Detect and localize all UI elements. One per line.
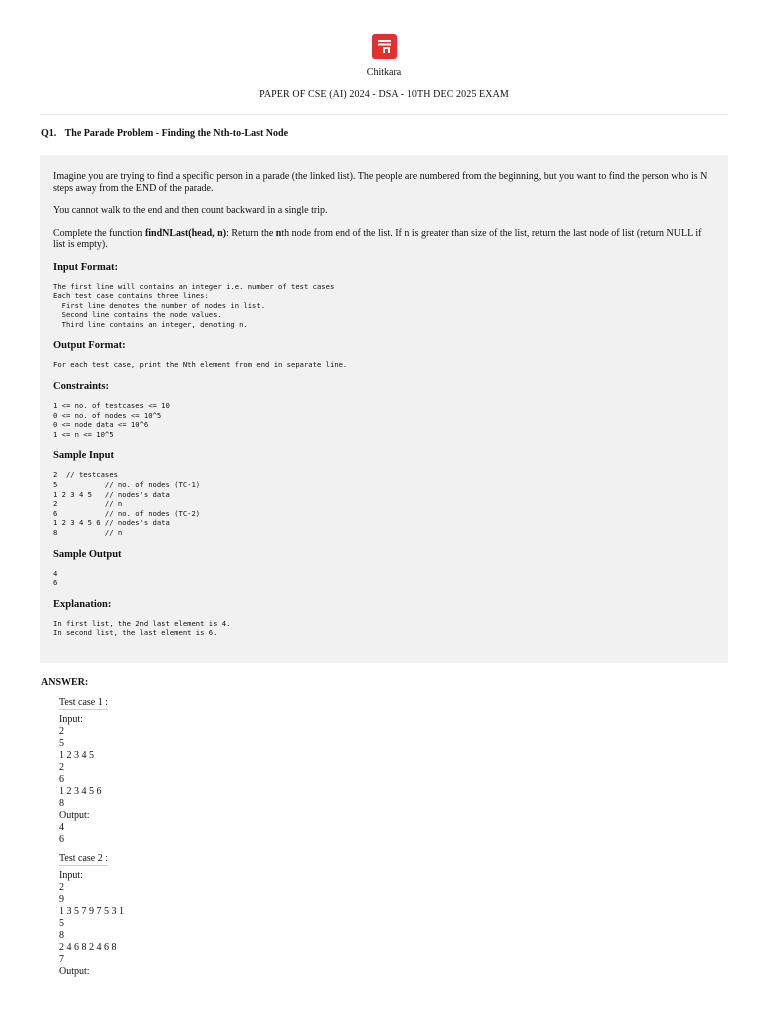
test-case-2 [59,853,124,978]
test-case-line: 2 [59,726,64,737]
question-intro-2: You cannot walk to the end and then count backward in a single trip. [53,205,328,216]
output-format-text: For each test case, print the Nth element from end in separate line. [53,360,348,370]
test-case-line: Output: [59,810,90,821]
test-case-line: 5 [59,738,64,749]
org-name: Chitkara [366,67,402,78]
input-format-text: The first line will contains an integer i.e. number of test cases Each test case contains three lines: First line denotes the number of nodes in list. Second line contains the node values. Third line contains an integer, denoting n. [53,281,335,329]
explanation-heading: Explanation: [53,598,112,610]
test-case-title: Test case 2 : [59,853,109,864]
test-case-line: 2 [59,882,64,893]
question-intro-1: Imagine you are trying to find a specific person in a parade (the linked list). The people are numbered from the beginning, but you want to find the person who is N steps away from the END of the parade. [53,171,708,194]
sample-output-heading: Sample Output [53,548,122,560]
header-divider [40,114,728,115]
test-case-line: 2 [59,762,64,773]
task-prefix: Complete the function [53,227,145,239]
test-case-line: 6 [59,774,64,785]
answer-label: ANSWER: [41,677,89,688]
explanation-text: In first list, the 2nd last element is 4. In second list, the last element is 6. [53,618,231,638]
sample-input-heading: Sample Input [53,450,114,462]
question-title [41,128,288,139]
test-case-title: Test case 1 : [59,697,109,708]
question-task [53,228,714,251]
test-case-line: 2 4 6 8 2 4 6 8 [59,942,117,953]
test-case-line: 8 [59,798,64,809]
sample-output-text: 4 6 [53,568,58,588]
chitkara-logo-icon [372,34,397,59]
test-case-line: 8 [59,930,64,941]
page-header [0,34,768,100]
test-case-line: 1 3 5 7 9 7 5 3 1 [59,906,124,917]
constraints-heading: Constraints: [53,381,110,393]
test-case-line: 9 [59,894,64,905]
test-case-line: Input: [59,714,83,725]
test-case-line: Output: [59,966,90,977]
task-n: n [275,227,282,239]
question-title-text: The Parade Problem - Finding the Nth-to-Last Node [64,128,289,139]
test-case-1 [59,697,108,846]
test-case-line: 4 [59,822,64,833]
test-case-line: 5 [59,918,64,929]
sample-input-text: 2 // testcases 5 // no. of nodes (TC-1) 1 2 3 4 5 // nodes's data 2 // n 6 // no. of nodes (TC-2) 1 2 3 4 5 6 // nodes's data 8 // n [53,470,201,537]
test-case-line: 7 [59,954,64,965]
output-format-heading: Output Format: [53,340,126,352]
input-format-heading: Input Format: [53,261,119,273]
test-case-line: 1 2 3 4 5 [59,750,94,761]
test-case-line: 1 2 3 4 5 6 [59,786,102,797]
task-suffix: th node from end of the list. If n is greater than size of the list, return the last node of list (return NULL if list is empty). [53,227,702,250]
question-number: Q1. [41,128,57,139]
paper-title: PAPER OF CSE (AI) 2024 - DSA - 10TH DEC 2025 EXAM [259,89,509,100]
constraints-text: 1 <= no. of testcases <= 10 0 <= no. of nodes <= 10^5 0 <= node data <= 10^6 1 <= n <= 10^5 [53,401,170,439]
task-mid: : Return the [226,227,276,239]
task-function-name: findNLast(head, n) [144,227,227,239]
test-case-line: Input: [59,870,83,881]
test-case-line: 6 [59,834,64,845]
question-body [40,155,728,663]
